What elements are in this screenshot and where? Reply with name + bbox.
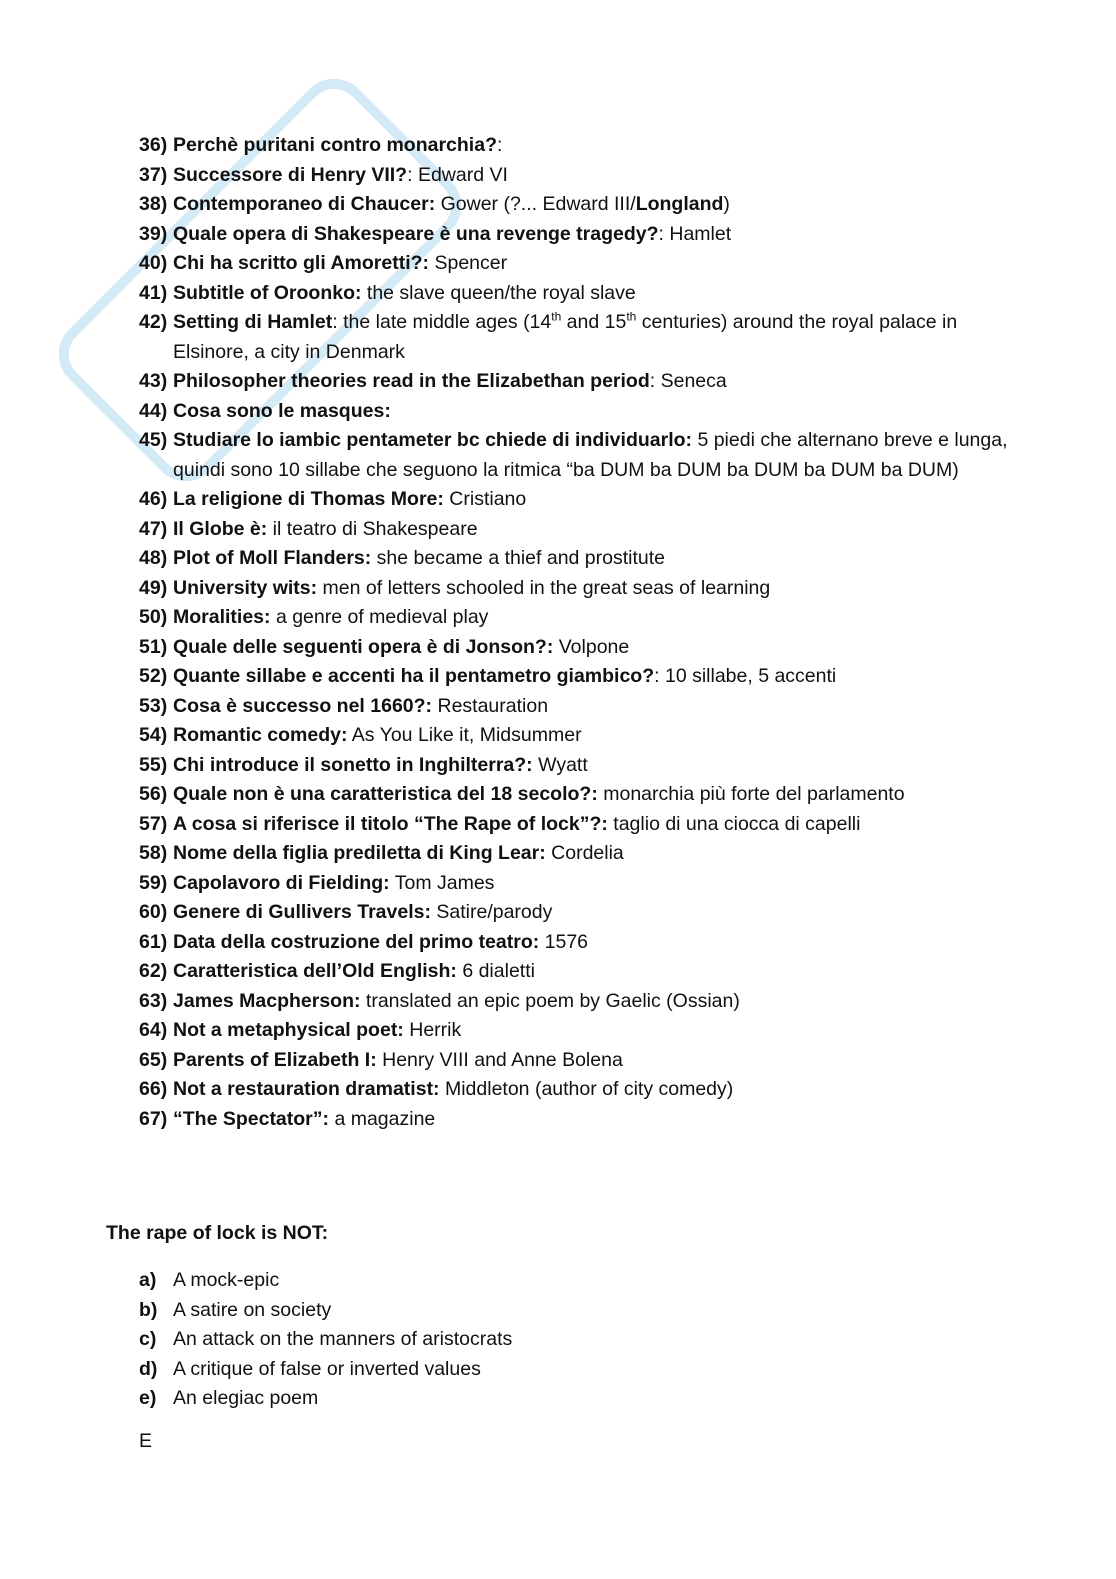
answer-text: translated an epic poem by Gaelic (Ossian) [360,989,740,1012]
question-text: Chi ha scritto gli Amoretti?: [173,252,430,274]
option-letter: d) [139,1357,158,1380]
question-text: Successore di Henry VII? [173,163,408,186]
question-text: Quale opera di Shakespeare è una revenge tragedy? [173,222,659,245]
answer-text: Gower (?... Edward III/ [435,193,636,215]
question-number: 58) [139,842,168,864]
answer-text: : 10 sillabe, 5 accenti [654,665,837,687]
question-item [139,220,1019,250]
question-item [139,190,1019,220]
question-number: 56) [139,783,168,805]
question-text: Chi introduce il sonetto in Inghilterra?: [173,753,533,776]
question-item [139,692,1019,722]
question-item [139,544,1019,574]
question-item [139,131,1019,161]
question-text: Quale delle seguenti opera è di Jonson?: [173,635,554,658]
answer-text: Middleton (author of city comedy) [439,1078,734,1100]
option-letter: b) [139,1298,158,1321]
question-text: Cosa è successo nel 1660?: [173,694,433,717]
question-text: Plot of Moll Flanders: [173,547,372,569]
answer-text: a genre of medieval play [270,606,489,628]
question-number: 54) [139,724,168,746]
question-item [139,308,1019,367]
question-item [139,810,1019,840]
question-text: Not a restauration dramatist: [173,1078,440,1100]
question-item [139,1046,1019,1076]
question-number: 45) [139,429,168,451]
answer-text: : Hamlet [658,222,732,245]
question-text: Quante sillabe e accenti ha il pentametro giambico? [173,665,655,687]
question-text: Subtitle of Oroonko: [173,281,362,304]
answer-text: Spencer [429,252,508,274]
answer-text: men of letters schooled in the great seas of learning [317,576,771,599]
option-item [139,1384,512,1414]
option-text: A mock-epic [173,1269,280,1291]
option-letter: c) [139,1328,157,1350]
question-number: 51) [139,635,168,658]
question-text: Quale non è una caratteristica del 18 secolo?: [173,783,598,805]
question-item [139,161,1019,191]
question-item [139,780,1019,810]
answer-text: taglio di una ciocca di capelli [607,812,861,835]
question-number: 42) [139,311,168,333]
question-text: Cosa sono le masques: [173,399,391,422]
question-text: Genere di Gullivers Travels: [173,901,431,923]
options-list [139,1266,512,1414]
answer-text: Cristiano [443,488,527,510]
question-number: 46) [139,488,168,510]
answer-text: As You Like it, Midsummer [347,724,582,746]
question-item [139,574,1019,604]
question-item [139,928,1019,958]
question-number: 50) [139,606,168,628]
answer-text: a magazine [329,1107,436,1130]
question-text: Capolavoro di Fielding: [173,871,390,894]
question-item [139,426,1019,485]
question-item [139,249,1019,279]
answer-text: and 15 [561,311,627,333]
answer-text: centuries) around the royal palace in Elsinore, a city in Denmark [173,311,958,363]
question-text: A cosa si riferisce il titolo “The Rape of lock”?: [173,812,608,835]
question-text: Philosopher theories read in the Elizabethan period [173,370,650,392]
answer-text: : Edward VI [407,163,508,186]
question-number: 36) [139,134,168,156]
question-text: Perchè puritani contro monarchia? [173,134,497,156]
question-item [139,633,1019,663]
answer-text: Restauration [432,694,549,717]
question-item [139,279,1019,309]
question-item [139,839,1019,869]
option-text: An elegiac poem [173,1387,319,1409]
question-number: 53) [139,694,168,717]
question-item [139,1105,1019,1135]
answer-text: ) [723,193,730,215]
answer-text: il teatro di Shakespeare [267,517,478,540]
question-text: Romantic comedy: [173,724,348,746]
answer-text: Henry VIII and Anne Bolena [376,1048,623,1071]
option-item [139,1355,512,1385]
answer-text: the slave queen/the royal slave [361,281,636,304]
question-number: 55) [139,753,168,776]
question-number: 37) [139,163,168,186]
question-item [139,603,1019,633]
question-text: James Macpherson: [173,989,361,1012]
option-letter: a) [139,1269,157,1291]
question-item [139,1016,1019,1046]
question-text: Not a metaphysical poet: [173,1019,404,1041]
option-text: A critique of false or inverted values [173,1357,481,1380]
question-item [139,397,1019,427]
answer-text: 6 dialetti [456,960,535,982]
answer-text: 5 piedi che alternano breve e lunga, quindi sono 10 sillabe che seguono la ritmica “ba DUM ba DUM ba DUM ba DUM ba DUM) [173,429,1008,481]
question-item [139,751,1019,781]
question-number: 43) [139,370,168,392]
question-list [139,131,1019,1134]
question-text: Nome della figlia prediletta di King Lear: [173,842,546,864]
option-text: An attack on the manners of aristocrats [173,1328,513,1350]
option-text: A satire on society [173,1298,332,1321]
question-text: Moralities: [173,606,271,628]
question-text: Parents of Elizabeth I: [173,1048,377,1071]
superscript: th [626,309,637,324]
answer-text: monarchia più forte del parlamento [597,783,905,805]
answer-text: Cordelia [545,842,624,864]
question-text: Contemporaneo di Chaucer: [173,193,436,215]
answer-text: Tom James [389,871,495,894]
answer-text: : [496,134,503,156]
superscript: th [551,309,562,324]
answer-text: Satire/parody [430,901,553,923]
question-number: 49) [139,576,168,599]
question-number: 48) [139,547,168,569]
option-item [139,1296,512,1326]
question-number: 63) [139,989,168,1012]
question-text: La religione di Thomas More: [173,488,444,510]
answer-text: Volpone [553,635,630,658]
question-number: 59) [139,871,168,894]
question-number: 61) [139,930,168,953]
answer-text: E [139,1430,153,1452]
question-number: 41) [139,281,168,304]
question-text: Caratteristica dell’Old English: [173,960,457,982]
question-number: 47) [139,517,168,540]
answer-text: : Seneca [649,370,727,392]
question-text: Studiare lo iambic pentameter bc chiede di individuarlo: [173,429,693,451]
question-number: 67) [139,1107,168,1130]
answer-text: Herrik [403,1019,462,1041]
question-number: 44) [139,399,168,422]
answer-text: she became a thief and prostitute [371,547,666,569]
question-item [139,898,1019,928]
option-item [139,1266,512,1296]
question-text: University wits: [173,576,318,599]
section-title: The rape of lock is NOT: [106,1222,329,1244]
question-number: 39) [139,222,168,245]
answer-text: : the late middle ages (14 [332,311,552,333]
question-text: Longland [635,193,724,215]
option-item [139,1325,512,1355]
question-number: 64) [139,1019,168,1041]
question-number: 65) [139,1048,168,1071]
question-number: 66) [139,1078,168,1100]
question-number: 62) [139,960,168,982]
question-text: Setting di Hamlet [173,311,333,333]
question-item [139,721,1019,751]
question-item [139,367,1019,397]
question-text: “The Spectator”: [173,1107,330,1130]
question-item [139,957,1019,987]
question-item [139,987,1019,1017]
question-item [139,1075,1019,1105]
question-item [139,662,1019,692]
question-number: 52) [139,665,168,687]
question-number: 40) [139,252,168,274]
question-item [139,869,1019,899]
question-number: 38) [139,193,168,215]
question-item [139,515,1019,545]
option-letter: e) [139,1387,157,1409]
question-text: Data della costruzione del primo teatro: [173,930,540,953]
question-item [139,485,1019,515]
question-number: 57) [139,812,168,835]
answer-text: 1576 [539,930,589,953]
answer-text: Wyatt [532,753,588,776]
question-number: 60) [139,901,168,923]
question-text: Il Globe è: [173,517,268,540]
